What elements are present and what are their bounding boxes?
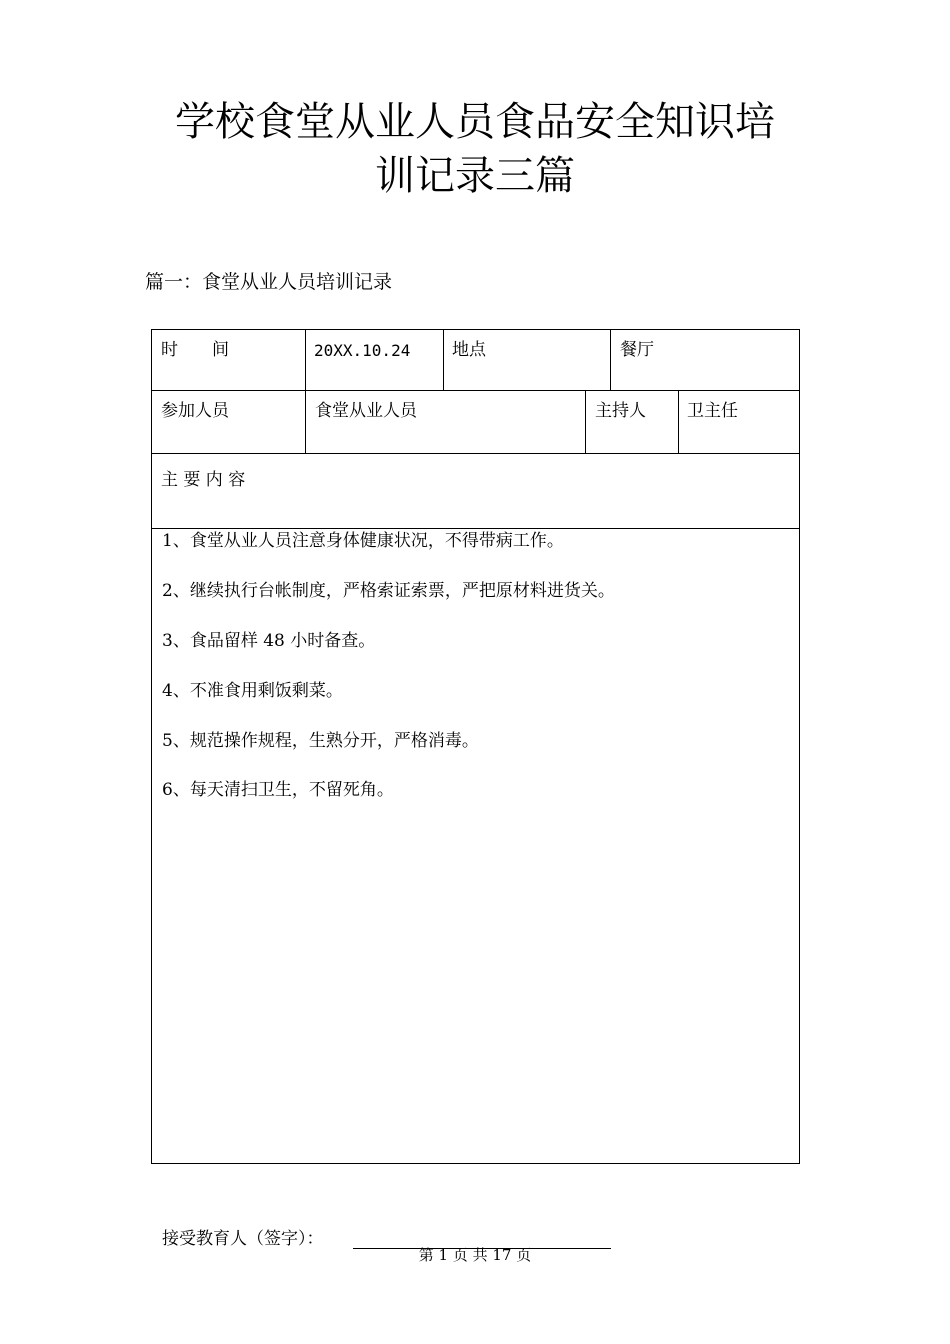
section-heading: 篇一：食堂从业人员培训记录 bbox=[145, 271, 393, 293]
place-value-cell bbox=[610, 329, 800, 391]
content-item-2: 2、继续执行台帐制度，严格索证索票，严把原材料进货关。 bbox=[162, 581, 615, 601]
host-value-cell bbox=[678, 390, 800, 454]
host-value: 卫主任 bbox=[687, 401, 738, 421]
content-item-4: 4、不准食用剩饭剩菜。 bbox=[162, 681, 343, 701]
host-label-cell bbox=[585, 390, 679, 454]
participants-value: 食堂从业人员 bbox=[315, 401, 417, 421]
page-footer: 第 1 页 共 17 页 bbox=[418, 1246, 532, 1264]
participants-label: 参加人员 bbox=[161, 401, 229, 421]
place-label: 地点 bbox=[452, 340, 486, 360]
document-title-line-2: 训记录三篇 bbox=[375, 153, 575, 199]
place-label-cell bbox=[443, 329, 611, 391]
host-label: 主持人 bbox=[595, 401, 646, 421]
participants-label-cell bbox=[151, 390, 306, 454]
time-value: 20XX.10.24 bbox=[314, 341, 411, 360]
content-header-cell bbox=[151, 453, 800, 529]
participants-value-cell bbox=[305, 390, 586, 454]
content-item-5: 5、规范操作规程，生熟分开，严格消毒。 bbox=[162, 731, 479, 751]
content-item-6: 6、每天清扫卫生，不留死角。 bbox=[162, 780, 394, 800]
document-title-line-1: 学校食堂从业人员食品安全知识培 bbox=[175, 99, 775, 145]
time-label: 时 间 bbox=[161, 340, 229, 360]
time-value-cell bbox=[305, 329, 444, 391]
content-body-cell bbox=[151, 528, 800, 1249]
place-value: 餐厅 bbox=[620, 340, 654, 360]
signature-label: 接受教育人（签字）： bbox=[162, 1229, 324, 1249]
time-label-cell bbox=[151, 329, 306, 391]
training-record-table bbox=[151, 329, 800, 1249]
content-label: 主 要 内 容 bbox=[161, 470, 246, 490]
content-item-3: 3、食品留样 48 小时备查。 bbox=[162, 631, 376, 651]
content-item-1: 1、食堂从业人员注意身体健康状况，不得带病工作。 bbox=[162, 531, 564, 551]
